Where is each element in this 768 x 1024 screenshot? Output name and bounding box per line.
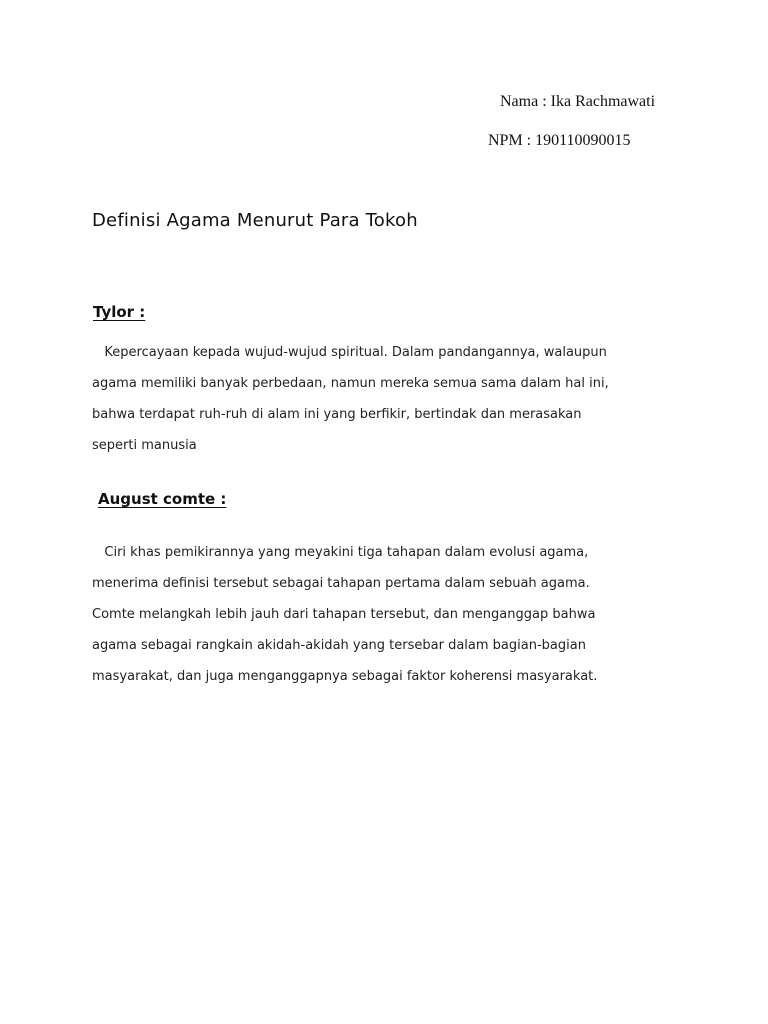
student-name: Nama : Ika Rachmawati — [500, 93, 656, 110]
paragraph-line: bahwa terdapat ruh-ruh di alam ini yang berfikir, bertindak dan merasakan — [92, 407, 582, 422]
paragraph-line: Comte melangkah lebih jauh dari tahapan tersebut, dan menganggap bahwa — [92, 607, 596, 622]
student-npm: NPM : 190110090015 — [488, 132, 631, 149]
section-body-august-comte — [92, 537, 692, 692]
paragraph-line: Ciri khas pemikirannya yang meyakini tiga tahapan dalam evolusi agama, — [92, 545, 589, 560]
paragraph-line: agama memiliki banyak perbedaan, namun mereka semua sama dalam hal ini, — [92, 376, 609, 391]
paragraph-line: agama sebagai rangkain akidah-akidah yang tersebar dalam bagian-bagian — [92, 638, 586, 653]
paragraph-line: Kepercayaan kepada wujud-wujud spiritual. Dalam pandangannya, walaupun — [92, 345, 607, 360]
document-title: Definisi Agama Menurut Para Tokoh — [92, 210, 418, 231]
paragraph-line: menerima definisi tersebut sebagai tahapan pertama dalam sebuah agama. — [92, 576, 590, 591]
section-heading-august-comte: August comte : — [98, 490, 227, 508]
paragraph-line: masyarakat, dan juga menganggapnya sebagai faktor koherensi masyarakat. — [92, 669, 598, 684]
paragraph-line: seperti manusia — [92, 438, 197, 453]
section-body-tylor — [92, 337, 692, 461]
section-heading-tylor: Tylor : — [93, 303, 146, 321]
